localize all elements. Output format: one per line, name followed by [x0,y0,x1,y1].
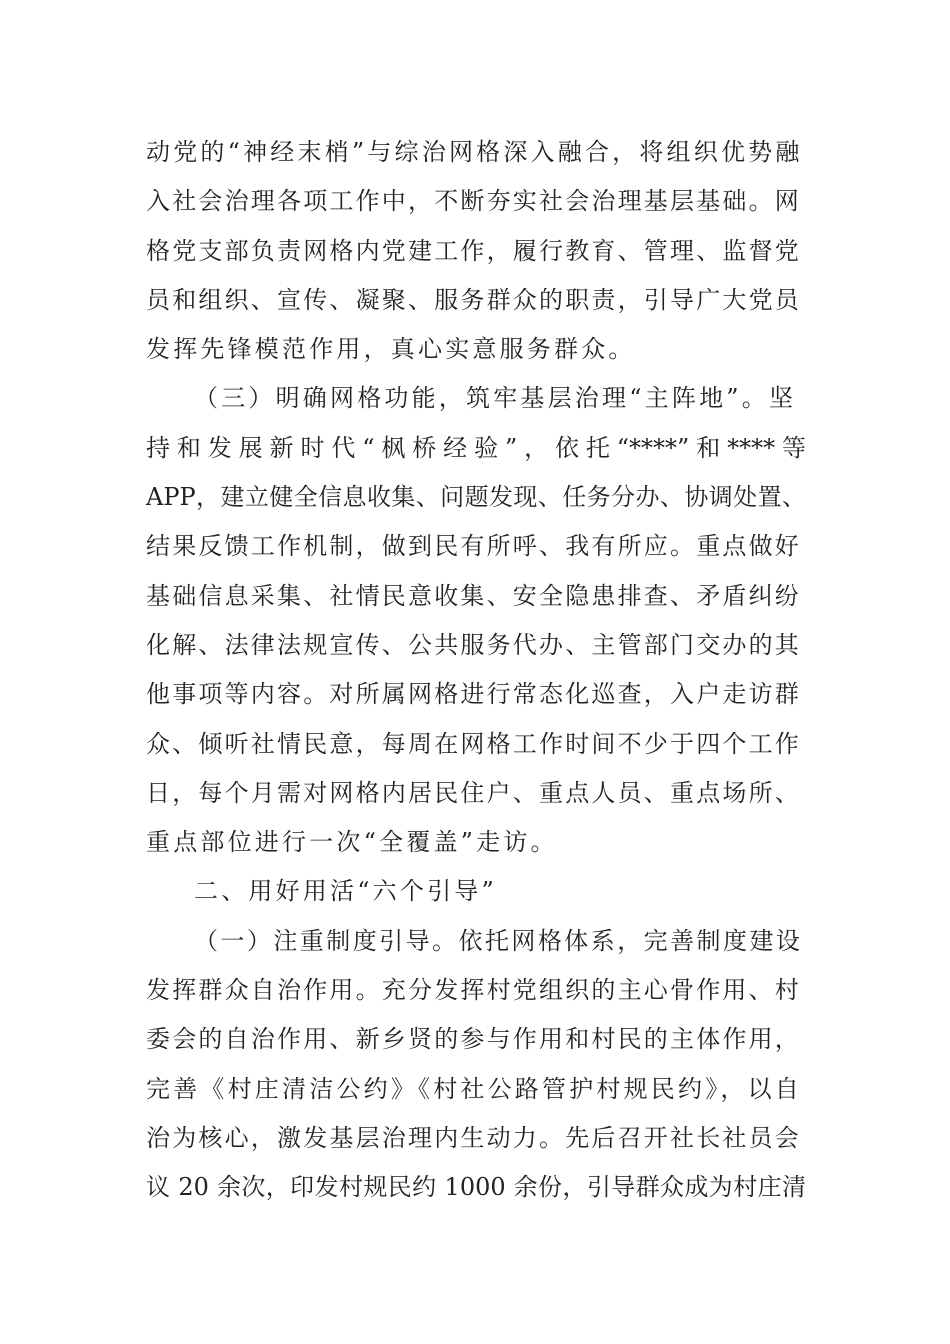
paragraph-line: 发挥群众自治作用。充分发挥村党组织的主心骨作用、村 [146,976,801,1005]
section-heading: 二、用好用活“六个引导” [194,877,497,906]
paragraph-line: 他事项等内容。对所属网格进行常态化巡查，入户走访群 [146,680,801,709]
paragraph-line: 基础信息采集、社情民意收集、安全隐患排查、矛盾纠纷 [146,581,801,610]
paragraph-line: 日，每个月需对网格内居民住户、重点人员、重点场所、 [146,778,801,807]
paragraph-line: 治为核心，激发基层治理内生动力。先后召开社长社员会 [146,1123,801,1152]
paragraph-line: 持和发展新时代“枫桥经验”，依托“****”和****等 [146,433,806,462]
paragraph-line: （三）明确网格功能，筑牢基层治理“主阵地”。坚 [194,384,797,413]
paragraph-line: （一）注重制度引导。依托网格体系，完善制度建设 [194,926,803,955]
paragraph-line: 结果反馈工作机制，做到民有所呼、我有所应。重点做好 [146,532,801,561]
paragraph-line: 入社会治理各项工作中，不断夯实社会治理基层基础。网 [146,187,801,216]
paragraph-line: 格党支部负责网格内党建工作，履行教育、管理、监督党 [146,236,801,265]
paragraph-line: 化解、法律法规宣传、公共服务代办、主管部门交办的其 [146,630,801,659]
paragraph-line: APP，建立健全信息收集、问题发现、任务分办、协调处置、 [146,483,806,512]
paragraph-line: 动党的“神经末梢”与综治网格深入融合，将组织优势融 [146,138,803,166]
paragraph-line: 众、倾听社情民意，每周在网格工作时间不少于四个工作 [146,729,801,758]
paragraph-line: 议 20 余次，印发村规民约 1000 余份，引导群众成为村庄清 [146,1173,806,1202]
paragraph-line: 发挥先锋模范作用，真心实意服务群众。 [146,335,636,364]
document-body [146,128,806,1213]
paragraph-line: 完善《村庄清洁公约》《村社公路管护村规民约》，以自 [146,1074,802,1103]
paragraph-line: 重点部位进行一次“全覆盖”走访。 [146,828,558,857]
paragraph-line: 委会的自治作用、新乡贤的参与作用和村民的主体作用， [146,1025,801,1054]
paragraph-line: 员和组织、宣传、凝聚、服务群众的职责，引导广大党员 [146,285,801,314]
